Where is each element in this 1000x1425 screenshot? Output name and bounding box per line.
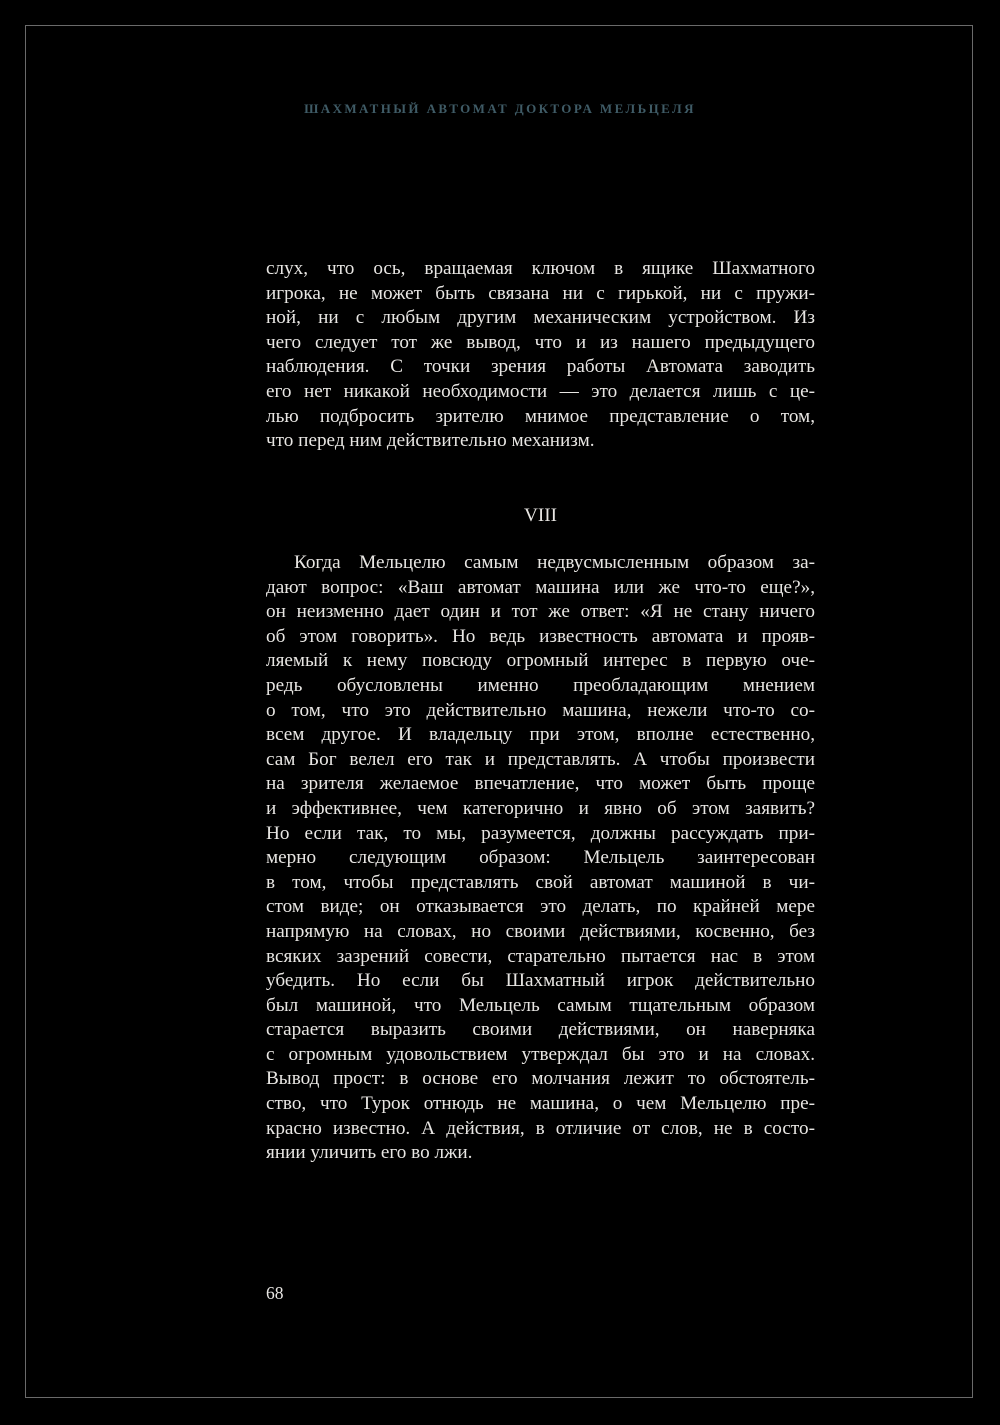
text-line: Когда Мельцелю самым недвусмысленным образом за- [294, 552, 815, 573]
text-line: ство, что Турок отнюдь не машина, о чем Мельцелю пре- [266, 1093, 815, 1115]
paragraph-main [266, 551, 815, 1166]
text-line: с огромным удовольствием утверждал бы это и на словах. [266, 1043, 815, 1065]
text-line: на зрителя желаемое впечатление, что может быть проще [266, 773, 815, 795]
text-line: был машиной, что Мельцель самым тщательным образом [266, 994, 815, 1016]
text-line: слух, что ось, вращаемая ключом в ящике Шахматного [266, 258, 815, 279]
section-number: VIII [523, 505, 558, 526]
text-line: ляемый к нему повсюду огромный интерес в первую оче- [266, 650, 815, 672]
text-line: об этом говорить». Но ведь известность автомата и прояв- [266, 625, 815, 647]
text-line: убедить. Но если бы Шахматный игрок действительно [266, 970, 815, 992]
paragraph-continued [266, 257, 815, 454]
text-line: красно известно. А действия, в отличие от слов, не в состо- [266, 1117, 815, 1139]
text-line: игрока, не может быть связана ни с гирькой, ни с пружи- [266, 282, 815, 304]
running-head: ШАХМАТНЫЙ АВТОМАТ ДОКТОРА МЕЛЬЦЕЛЯ [304, 101, 696, 116]
text-line: и эффективнее, чем категорично и явно об этом заявить? [266, 797, 815, 819]
text-line: старается выразить своими действиями, он наверняка [266, 1019, 815, 1041]
text-line: мерно следующим образом: Мельцель заинтересован [266, 847, 815, 869]
text-line: его нет никакой необходимости — это делается лишь с це- [266, 380, 815, 402]
text-line: Но если так, то мы, разумеется, должны рассуждать при- [266, 822, 815, 844]
page-number: 68 [266, 1283, 284, 1303]
text-line: лью подбросить зрителю мнимое представление о том, [266, 405, 815, 427]
text-line: Вывод прост: в основе его молчания лежит то обстоятель- [266, 1068, 815, 1090]
text-line: чего следует тот же вывод, что и из нашего предыдущего [266, 331, 815, 353]
text-line: стом виде; он отказывается это делать, по крайней мере [266, 896, 815, 918]
text-line: всяких зазрений совести, старательно пытается нас в этом [266, 945, 815, 967]
text-line: редь обусловлены именно преобладающим мнением [266, 674, 815, 696]
text-line: всем другое. И владельцу при этом, вполне естественно, [266, 724, 815, 746]
text-line: что перед ним действительно механизм. [266, 430, 595, 452]
text-line: дают вопрос: «Ваш автомат машина или же что-то еще?», [266, 576, 815, 598]
text-line: о том, что это действительно машина, нежели что-то со- [266, 699, 815, 721]
text-line: напрямую на словах, но своими действиями, косвенно, без [266, 920, 815, 942]
text-line: сам Бог велел его так и представлять. А чтобы произвести [266, 748, 815, 770]
text-line: наблюдения. С точки зрения работы Автомата заводить [266, 356, 815, 378]
text-line: янии уличить его во лжи. [266, 1142, 473, 1164]
text-line: в том, чтобы представлять свой автомат машиной в чи- [266, 871, 815, 893]
text-line: он неизменно дает один и тот же ответ: «Я не стану ничего [266, 601, 815, 623]
text-line: ной, ни с любым другим механическим устройством. Из [266, 307, 815, 329]
